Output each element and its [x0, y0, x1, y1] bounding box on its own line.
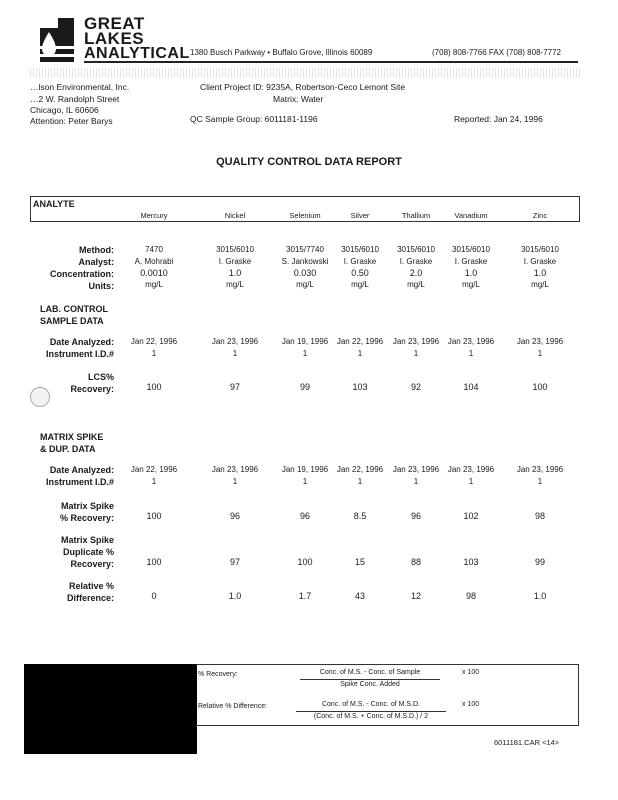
- lcs-section-line-1: LAB. CONTROL: [40, 304, 108, 314]
- ms-spike-label-2: % Recovery:: [59, 513, 114, 523]
- ms-rel-cell: 43: [354, 591, 365, 601]
- ms-spike-cell: 96: [229, 511, 240, 521]
- logo-line-3: ANALYTICAL: [84, 45, 190, 62]
- client-attention: Attention: Peter Barys: [30, 116, 113, 126]
- ms-spike-cell: 96: [299, 511, 310, 521]
- ms-dup-cell: 88: [410, 557, 421, 567]
- rpd-formula-multiplier: x 100: [462, 701, 480, 708]
- analyte-header: ANALYTE: [33, 199, 75, 209]
- footer-file-id: 6011181.CAR <14>: [494, 738, 560, 747]
- ms-date-cell: Jan 23, 1996: [211, 465, 259, 474]
- client-city: Chicago, IL 60606: [30, 105, 99, 115]
- redaction-block: [24, 664, 197, 754]
- reported-date: Reported: Jan 24, 1996: [454, 114, 543, 124]
- lcs-instrument-cell: 1: [537, 349, 543, 358]
- method-cell: 3015/6010: [452, 245, 490, 254]
- lcs-date-cell: Jan 19, 1996: [281, 337, 329, 346]
- lcs-section-line-2: SAMPLE DATA: [40, 316, 104, 326]
- ms-date-cell: Jan 23, 1996: [516, 465, 564, 474]
- method-label: Method:: [79, 245, 114, 255]
- ms-instrument-label: Instrument I.D.#: [45, 477, 114, 487]
- ms-dup-cell: 99: [534, 557, 545, 567]
- ms-dup-cell: 100: [297, 557, 313, 567]
- lab-address: 1380 Busch Parkway • Buffalo Grove, Illinois 60089: [190, 48, 373, 57]
- ms-spike-cell: 96: [410, 511, 421, 521]
- ms-spike-label-1: Matrix Spike: [60, 501, 114, 511]
- client-project: Client Project ID: 9235A, Robertson-Ceco Lemont Site: [200, 82, 406, 92]
- fax-noise-band: [30, 68, 580, 78]
- report-title: QUALITY CONTROL DATA REPORT: [216, 156, 402, 168]
- units-cell: mg/L: [531, 280, 549, 289]
- ms-instrument-cell: 1: [413, 477, 419, 486]
- lcs-recovery-cell: 100: [146, 382, 162, 392]
- lcs-date-cell: Jan 23, 1996: [211, 337, 259, 346]
- ms-section-line-2: & DUP. DATA: [40, 444, 96, 454]
- units-cell: mg/L: [296, 280, 314, 289]
- ms-dup-label-1: Matrix Spike: [60, 535, 114, 545]
- analyte-col-header: Mercury: [140, 211, 168, 220]
- client-name: …lson Environmental, Inc.: [30, 82, 130, 92]
- lcs-date-label: Date Analyzed:: [49, 337, 114, 347]
- analyst-cell: I. Graske: [399, 257, 433, 266]
- recovery-formula-label: % Recovery:: [198, 671, 238, 678]
- lcs-instrument-cell: 1: [302, 349, 308, 358]
- ms-rel-cell: 98: [465, 591, 476, 601]
- ms-spike-cell: 8.5: [353, 511, 367, 521]
- method-cell: 3015/6010: [521, 245, 559, 254]
- ms-rel-cell: 1.0: [533, 591, 547, 601]
- analyte-col-header: Vanadium: [454, 211, 488, 220]
- analyst-cell: I. Graske: [523, 257, 557, 266]
- analyst-cell: I. Graske: [218, 257, 252, 266]
- method-cell: 3015/7740: [286, 245, 324, 254]
- recovery-fraction-bar: [300, 679, 440, 680]
- ms-dup-cell: 100: [146, 557, 162, 567]
- lcs-recovery-cell: 103: [352, 382, 368, 392]
- ms-rel-label-2: Difference:: [66, 593, 114, 603]
- analyte-col-header: Nickel: [224, 211, 246, 220]
- lcs-date-cell: Jan 23, 1996: [516, 337, 564, 346]
- rpd-formula-label: Relative % Difference:: [198, 703, 268, 710]
- ms-instrument-cell: 1: [151, 477, 157, 486]
- analyst-cell: I. Graske: [343, 257, 377, 266]
- ms-instrument-cell: 1: [357, 477, 363, 486]
- ms-dup-cell: 15: [354, 557, 365, 567]
- ms-dup-cell: 103: [463, 557, 479, 567]
- analyte-col-header: Thallium: [401, 211, 431, 220]
- analyst-label: Analyst:: [78, 257, 114, 267]
- recovery-formula-numerator: Conc. of M.S. - Conc. of Sample: [319, 669, 421, 676]
- ms-date-cell: Jan 19, 1996: [281, 465, 329, 474]
- method-cell: 3015/6010: [216, 245, 254, 254]
- ms-spike-cell: 98: [534, 511, 545, 521]
- concentration-cell: 0.030: [293, 268, 317, 278]
- lcs-recovery-cell: 97: [229, 382, 240, 392]
- ms-spike-cell: 100: [146, 511, 162, 521]
- ms-instrument-cell: 1: [537, 477, 543, 486]
- lcs-recovery-cell: 100: [532, 382, 548, 392]
- ms-date-cell: Jan 23, 1996: [447, 465, 495, 474]
- punch-hole-mark: [30, 387, 50, 407]
- lcs-date-cell: Jan 22, 1996: [336, 337, 384, 346]
- ms-rel-label-1: Relative %: [68, 581, 114, 591]
- ms-rel-cell: 12: [410, 591, 421, 601]
- ms-dup-label-3: Recovery:: [70, 559, 114, 569]
- concentration-label: Concentration:: [50, 269, 114, 279]
- rpd-formula-numerator: Conc. of M.S. - Conc. of M.S.D.: [321, 701, 421, 708]
- lcs-date-cell: Jan 22, 1996: [130, 337, 178, 346]
- lcs-instrument-cell: 1: [151, 349, 157, 358]
- logo-line-2: LAKES: [84, 29, 145, 48]
- ms-rel-cell: 0: [151, 591, 157, 601]
- ms-dup-label-2: Duplicate %: [62, 547, 114, 557]
- analyte-col-header: Silver: [350, 211, 370, 220]
- concentration-cell: 2.0: [409, 268, 423, 278]
- method-cell: 7470: [145, 245, 163, 254]
- rpd-formula-denominator: (Conc. of M.S. + Conc. of M.S.D.) / 2: [313, 713, 429, 720]
- ms-date-label: Date Analyzed:: [49, 465, 114, 475]
- ms-date-cell: Jan 23, 1996: [392, 465, 440, 474]
- logo-line-1: GREAT: [84, 14, 145, 33]
- qc-sample-group: QC Sample Group: 6011181-1196: [190, 114, 318, 124]
- units-cell: mg/L: [351, 280, 369, 289]
- analyte-col-header: Zinc: [532, 211, 548, 220]
- lab-phone: (708) 808-7766 FAX (708) 808-7772: [432, 48, 561, 57]
- ms-instrument-cell: 1: [232, 477, 238, 486]
- lcs-instrument-cell: 1: [232, 349, 238, 358]
- rpd-fraction-bar: [296, 711, 446, 712]
- ms-date-cell: Jan 22, 1996: [130, 465, 178, 474]
- units-cell: mg/L: [226, 280, 244, 289]
- great-lakes-logo-icon: [36, 18, 80, 64]
- lcs-instrument-label: Instrument I.D.#: [45, 349, 114, 359]
- units-cell: mg/L: [407, 280, 425, 289]
- concentration-cell: 0.0010: [140, 268, 168, 278]
- ms-section-line-1: MATRIX SPIKE: [40, 432, 104, 442]
- lcs-recovery-cell: 92: [410, 382, 421, 392]
- concentration-cell: 1.0: [228, 268, 242, 278]
- matrix: Matrix: Water: [273, 94, 324, 104]
- recovery-formula-multiplier: x 100: [462, 669, 480, 676]
- lcs-date-cell: Jan 23, 1996: [392, 337, 440, 346]
- analyst-cell: S. Jankowski: [281, 257, 329, 266]
- concentration-cell: 0.50: [351, 268, 369, 278]
- lcs-instrument-cell: 1: [413, 349, 419, 358]
- analyst-cell: I. Graske: [454, 257, 488, 266]
- lcs-recovery-cell: 104: [463, 382, 479, 392]
- analyst-cell: A. Mohrabi: [134, 257, 174, 266]
- lcs-recovery-label-2: Recovery:: [70, 384, 114, 394]
- units-cell: mg/L: [462, 280, 480, 289]
- concentration-cell: 1.0: [533, 268, 547, 278]
- ms-spike-cell: 102: [463, 511, 479, 521]
- recovery-formula-denominator: Spike Conc. Added: [340, 681, 400, 688]
- ms-rel-cell: 1.7: [298, 591, 312, 601]
- method-cell: 3015/6010: [341, 245, 379, 254]
- units-cell: mg/L: [145, 280, 163, 289]
- lcs-date-cell: Jan 23, 1996: [447, 337, 495, 346]
- lcs-instrument-cell: 1: [357, 349, 363, 358]
- concentration-cell: 1.0: [464, 268, 478, 278]
- method-cell: 3015/6010: [397, 245, 435, 254]
- lcs-recovery-cell: 99: [299, 382, 310, 392]
- lcs-recovery-label-1: LCS%: [87, 372, 114, 382]
- letterhead-rule: [84, 61, 578, 63]
- ms-date-cell: Jan 22, 1996: [336, 465, 384, 474]
- lcs-instrument-cell: 1: [468, 349, 474, 358]
- ms-rel-cell: 1.0: [228, 591, 242, 601]
- analyte-col-header: Selenium: [289, 211, 321, 220]
- ms-instrument-cell: 1: [302, 477, 308, 486]
- client-street: …2 W. Randolph Street: [30, 94, 120, 104]
- ms-instrument-cell: 1: [468, 477, 474, 486]
- ms-dup-cell: 97: [229, 557, 240, 567]
- units-label: Units:: [88, 281, 114, 291]
